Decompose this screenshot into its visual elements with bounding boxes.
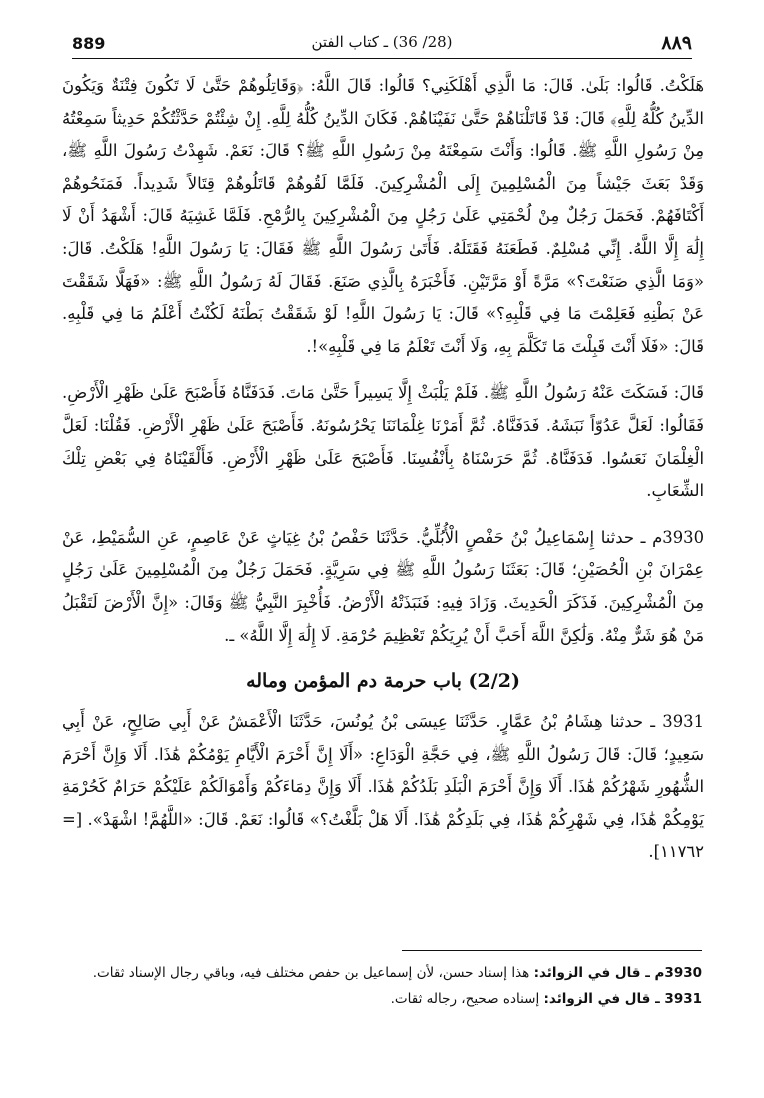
hadith-paragraph: قَالَ: فَسَكَتَ عَنْهُ رَسُولُ اللَّهِ ﷺ. فَلَمْ يَلْبَثْ إِلَّا يَسِيراً حَتَّىٰ مَاتَ. فَدَفَنَّاهُ فَأَصْبَحَ عَلَىٰ ظَهْرِ الْأَرْضِ. فَقَالُوا: لَعَلَّ عَدُوّاً نَبَشَهُ. فَدَفَنَّاهُ. ثُمَّ أَمَرْنَا غِلْمَانَنَا يَحْرُسُونَهُ. فَأَصْبَحَ عَلَىٰ ظَهْرِ الْأَرْضِ. فَقُلْنَا: لَعَلَّ الْغِلْمَانَ نَعَسُوا. فَدَفَنَّاهُ. ثُمَّ حَرَسْنَاهُ بِأَنْفُسِنَا. فَأَصْبَحَ عَلَىٰ ظَهْرِ الْأَرْضِ. فَأَلْقَيْنَاهُ فِي بَعْضِ تِلْكَ الشِّعَابِ. [62,383,704,501]
page-body [62,70,704,883]
hadith-paragraph: هَلَكْتُ. قَالُوا: بَلَىٰ. قَالَ: مَا الَّذِي أَهْلَكَنِي؟ قَالُوا: قَالَ اللَّهُ: ﴿وَقَاتِلُوهُمْ حَتَّىٰ لَا تَكُونَ فِتْنَةٌ وَيَكُونَ الدِّينُ كُلُّهُ لِلَّهِ﴾ قَالَ: قَدْ قَاتَلْنَاهُمْ حَتَّىٰ نَفَيْنَاهُمْ. فَكَانَ الدِّينُ كُلُّهُ لِلَّهِ. إِنْ شِئْتُمْ حَدَّثْتُكُمْ حَدِيثاً سَمِعْتُهُ مِنْ رَسُولِ اللَّهِ ﷺ. قَالُوا: وَأَنْتَ سَمِعْتَهُ مِنْ رَسُولِ اللَّهِ ﷺ؟ قَالَ: نَعَمْ. شَهِدْتُ رَسُولَ اللَّهِ ﷺ، وَقَدْ بَعَثَ جَيْشاً مِنَ الْمُسْلِمِينَ إِلَى الْمُشْرِكِينَ. فَلَمَّا لَقُوهُمْ قَاتَلُوهُمْ قِتَالاً شَدِيداً. فَمَنَحُوهُمْ أَكْتَافَهُمْ. فَحَمَلَ رَجُلٌ مِنْ لُحْمَتِي عَلَىٰ رَجُلٍ مِنَ الْمُشْرِكِينَ بِالرُّمْحِ. فَلَمَّا غَشِيَهُ قَالَ: أَشْهَدُ أَنْ لَا إِلَٰهَ إِلَّا اللَّهُ. إِنِّي مُسْلِمٌ. فَطَعَنَهُ فَقَتَلَهُ. فَأَتَىٰ رَسُولَ اللَّهِ ﷺ فَقَالَ: يَا رَسُولَ اللَّهِ! هَلَكْتُ. قَالَ: «وَمَا الَّذِي صَنَعْتَ؟» مَرَّةً أَوْ مَرَّتَيْنِ. فَأَخْبَرَهُ بِالَّذِي صَنَعَ. فَقَالَ لَهُ رَسُولُ اللَّهِ ﷺ: «فَهَلَّا شَقَقْتَ عَنْ بَطْنِهِ فَعَلِمْتَ مَا فِي قَلْبِهِ؟» قَالَ: يَا رَسُولَ اللَّهِ! لَوْ شَقَقْتُ بَطْنَهُ لَكُنْتُ أَعْلَمُ مَا فِي قَلْبِهِ. قَالَ: «فَلَا أَنْتَ قَبِلْتَ مَا تَكَلَّمَ بِهِ، وَلَا أَنْتَ تَعْلَمُ مَا فِي قَلْبِهِ»!. [62,76,704,356]
page-number-latin: 889 [72,34,106,53]
footnote-lead: 3930م ـ قال في الزوائد: [533,965,702,981]
page-header [72,30,692,58]
footnotes [62,960,702,1012]
hadith-paragraph: 3931 ـ حدثنا هِشَامُ بْنُ عَمَّارٍ. حَدَّثَنَا عِيسَى بْنُ يُونُسَ، حَدَّثَنَا الْأَعْمَشُ عَنْ أَبِي صَالِحٍ، عَنْ أَبِي سَعِيدٍ؛ قَالَ: قَالَ رَسُولُ اللَّهِ ﷺ، فِي حَجَّةِ الْوَدَاعِ: «أَلَا إِنَّ أَحْرَمَ الْأَيَّامِ يَوْمُكُمْ هَٰذَا. أَلَا وَإِنَّ أَحْرَمَ الشُّهُورِ شَهْرُكُمْ هَٰذَا. أَلَا وَإِنَّ أَحْرَمَ الْبَلَدِ بَلَدُكُمْ هَٰذَا. أَلَا وَإِنَّ دِمَاءَكُمْ وَأَمْوَالَكُمْ عَلَيْكُمْ حَرَامٌ كَحُرْمَةِ يَوْمِكُمْ هَٰذَا، فِي شَهْرِكُمْ هَٰذَا، فِي بَلَدِكُمْ هَٰذَا. أَلَا هَلْ بَلَّغْتُ؟» قَالُوا: نَعَمْ. قَالَ: «اللَّهُمَّ! اشْهَدْ». [= ١١٧٦٢]. [62,712,704,862]
footnote-text: هذا إسناد حسن، لأن إسماعيل بن حفص مختلف فيه، وباقي رجال الإسناد ثقات. [92,965,530,981]
footnote-text: إسناده صحيح، رجاله ثقات. [390,991,540,1007]
hadith-paragraph: 3930م ـ حدثنا إِسْمَاعِيلُ بْنُ حَفْصٍ الْأُبُلِّيُّ. حَدَّثَنَا حَفْصُ بْنُ غِيَاثٍ عَنْ عَاصِمٍ، عَنِ السُّمَيْطِ، عَنْ عِمْرَانَ بْنِ الْحُصَيْنِ؛ قَالَ: بَعَثَنَا رَسُولُ اللَّهِ ﷺ فِي سَرِيَّةٍ. فَحَمَلَ رَجُلٌ مِنَ الْمُسْلِمِينَ عَلَىٰ رَجُلٍ مِنَ الْمُشْرِكِينَ. فَذَكَرَ الْحَدِيثَ. وَزَادَ فِيهِ: فَنَبَذَتْهُ الْأَرْضُ. فَأُخْبِرَ النَّبِيُّ ﷺ وَقَالَ: «إِنَّ الْأَرْضَ لَتَقْبَلُ مَنْ هُوَ شَرٌّ مِنْهُ. وَلَٰكِنَّ اللَّهَ أَحَبَّ أَنْ يُرِيَكُمْ تَعْظِيمَ حُرْمَةِ. لَا إِلَٰهَ إِلَّا اللَّهُ» ـ. [62,527,704,645]
chapter-heading: (2/2) باب حرمة دم المؤمن وماله [246,670,520,693]
header-rule [72,58,692,59]
page-number-arabic: ٨٨٩ [661,32,692,54]
running-title: (28/ 36) ـ كتاب الفتن [311,33,453,51]
footnote [62,960,702,986]
footnote-lead: 3931 ـ قال في الزوائد: [543,991,702,1007]
footnote-rule [402,950,702,951]
footnote [62,986,702,1012]
